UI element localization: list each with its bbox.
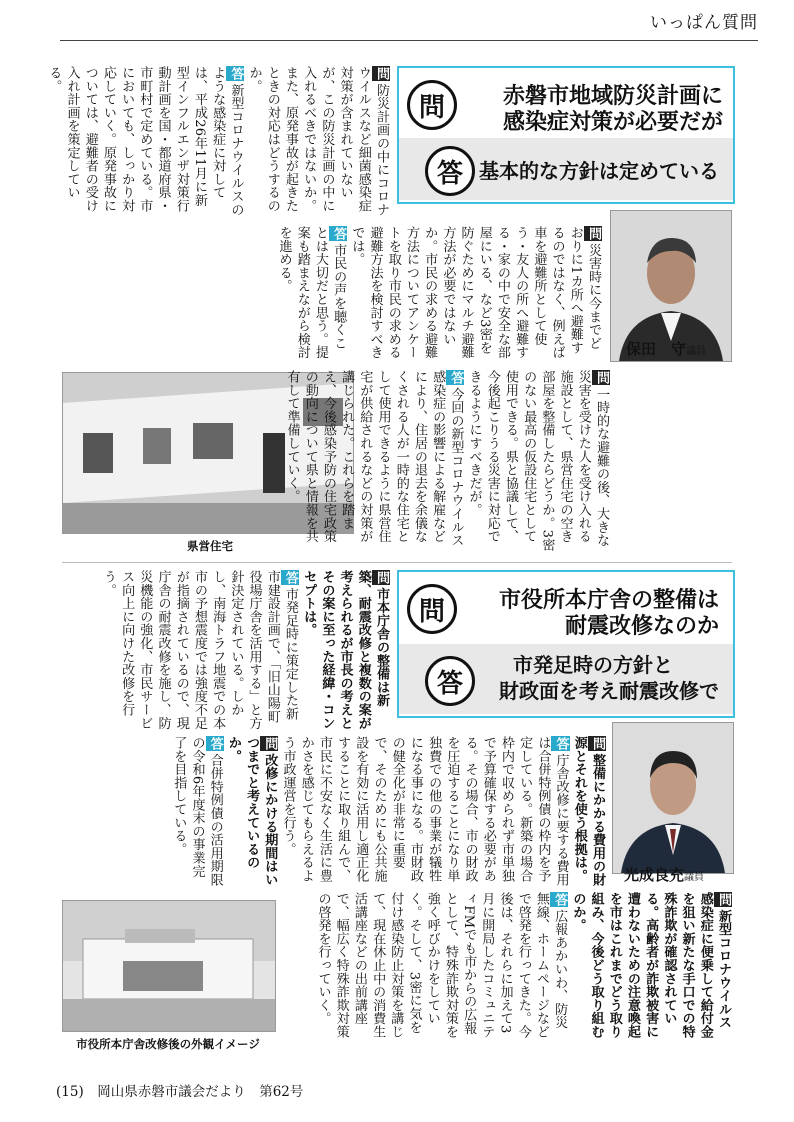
answer-label: 答 — [551, 736, 569, 751]
answer-text: 市民の声を聴くことは大切だと思う。提案も踏まえながら検討を進める。 — [276, 226, 347, 359]
question-text: 一時的な避難の後、大きな災害を受けた人を受け入れる施設として、県営住宅の空き部屋を整備したらどうか。3密のない最高の仮設住宅として使用できる。県と協議して、今後起こりうる災害に対応できるようにすべきだが。 — [466, 370, 609, 552]
city-hall-photo-caption: 市役所本庁舎改修後の外観イメージ — [76, 1037, 260, 1051]
answer-title-line1: 市発足時の方針と — [513, 653, 673, 677]
question-label: 問 — [588, 736, 606, 751]
page-footer: (15) 岡山県赤磐市議会だより 第62号 — [56, 1084, 304, 1100]
member-title-suffix: 議員 — [684, 872, 705, 883]
answer-text: 広報あかいわ、防災無線、ホームページなどで啓発を行ってきた。今後は、それらに加えて3月に開局したコミュニティFMでも市からの広報として、特殊詐欺対策を強く呼びかけをしていく。そして、3密に気を付け感染防止対策を講じて、現在休止中の消費生活講座などの出前講座で、幅広く特殊詐欺対策の啓発を行っていく。 — [315, 892, 568, 1039]
question-label: 問 — [372, 66, 390, 81]
city-hall-image — [63, 901, 275, 1031]
question-title-line1: 市役所本庁舎の整備は — [498, 588, 719, 613]
answer-label: 答 — [226, 66, 244, 81]
member-photo — [612, 722, 734, 874]
text-column — [284, 370, 610, 556]
question-text: 防災計画の中にコロナウイルスなど細菌感染症対策が含まれていないが、この防災計画の中に入れるべきではないか。また、原発事故が起きたときの対応はどうするのか。 — [246, 66, 389, 217]
housing-photo-caption: 県営住宅 — [187, 539, 233, 553]
answer-title-line2: 財政面を考え耐震改修で — [499, 679, 719, 703]
answer-text: 庁舎改修に要する費用は合併特例債の枠内を予定している。新築の場合枠内で収められず市単独で予算確保する必要がある。その場合、市の財政を圧迫することになり単独費での他の事業が犠牲になる事になる。市財政の健全化が非常に重要で、そのためにも公共施設を有効に活用し適正化することに取り組んで、市民に不安なく生活に豊かさを感じてもらえるよう市政運営を行う。 — [280, 736, 569, 887]
question-label: 問 — [714, 892, 732, 907]
question-text: 整備にかかる費用の財源とそれを使う根拠は。 — [571, 736, 605, 887]
text-column — [232, 226, 602, 361]
member-name: 光成良充 — [624, 866, 685, 884]
answer-text: 市発足時に策定した新市建設計画で、「旧山陽町役場庁舎を活用する」と方針決定されている。しかし、南海トラフ地震での本市の予想震度では強度不足が指摘されているので、現庁舎の耐震改修を施し、防災機能の強化、市民サービス向上に向けた改修を行う。 — [100, 570, 298, 730]
question-mark-badge: 問 — [407, 80, 457, 130]
answer-mark-badge: 答 — [425, 656, 475, 706]
member-portrait — [613, 723, 733, 873]
answer-label: 答 — [446, 370, 464, 385]
member-name-caption — [626, 338, 706, 359]
question-text: 災害時に今までどおりに1カ所へ避難するのではなく、例えば車を避難所として使う・友人の所へ避難する・家の中で安全な部屋にいる、など3密を防ぐためにマルチ避難方法が必要ではないか。市民の求める避難方法についてアンケートを取り市民の求める避難方法を検討すべきでは。 — [349, 226, 601, 359]
question-mark-badge: 問 — [407, 584, 457, 634]
question-title-line2: 感染症対策が必要だが — [502, 110, 723, 135]
answer-text: 新型コロナウイルスのような感染症に対しては、平成26年11月に新型インフルエンザ対策行動計画を国・都道府県・市町村で定めている。市においても、しっかり対応していく。原発事故については、避難者の受け入れ計画を策定している。 — [46, 66, 244, 217]
text-column — [282, 892, 732, 1042]
text-column — [62, 570, 390, 730]
member-name-caption — [624, 864, 704, 885]
question-text: 新型コロナウイルス感染症に便乗して給付金を狙い新たな手口での特殊詐欺が確認されている。高齢者が詐欺被害に遭わないための注意喚起を市はこれまでどう取り組み、今後どう取り組むのか。 — [570, 892, 731, 1039]
member-name: 保田 守 — [626, 340, 687, 358]
answer-label: 答 — [329, 226, 347, 241]
question-title-line2: 耐震改修なのか — [564, 614, 719, 639]
city-hall-photo — [62, 900, 276, 1032]
question-box-1 — [397, 66, 735, 204]
answer-label: 答 — [281, 570, 299, 585]
question-text: 改修にかける期間はいつまでと考えているのか。 — [225, 736, 278, 887]
answer-text: 今回の新型コロナウイルス感染症の影響による解雇などにより、住居の退去を余儀なくされる人が一時的な住宅として使用できるように県営住宅が供給されるなどの対策が講じられた。これらを踏まえ、今後感染予防の住宅政策の動向について県と情報を共有して準備していく。 — [284, 370, 464, 547]
question-text: 市本庁舎の整備は新築、耐震改修と複数の案が考えられるが市長の考えとその案に至った経緯・コンセプトは。 — [301, 570, 389, 730]
header-rule — [60, 40, 758, 41]
page-header-title: いっぱん質問 — [650, 13, 758, 33]
question-box-2 — [397, 570, 735, 718]
member-title-suffix: 議員 — [686, 346, 707, 357]
question-label: 問 — [372, 570, 390, 585]
question-label: 問 — [260, 736, 278, 751]
answer-title: 基本的な方針は定めている — [479, 159, 719, 183]
text-column — [62, 736, 606, 888]
question-label: 問 — [584, 226, 602, 241]
question-label: 問 — [592, 370, 610, 385]
answer-mark-badge: 答 — [425, 146, 475, 196]
answer-text: 合併特例債の活用期限の令和6年度末の事業完了を目指している。 — [171, 736, 223, 887]
question-title-line1: 赤磐市地域防災計画に — [502, 84, 723, 109]
text-column — [46, 66, 390, 218]
section-divider — [62, 562, 732, 563]
answer-label: 答 — [206, 736, 224, 751]
answer-label: 答 — [550, 892, 568, 907]
